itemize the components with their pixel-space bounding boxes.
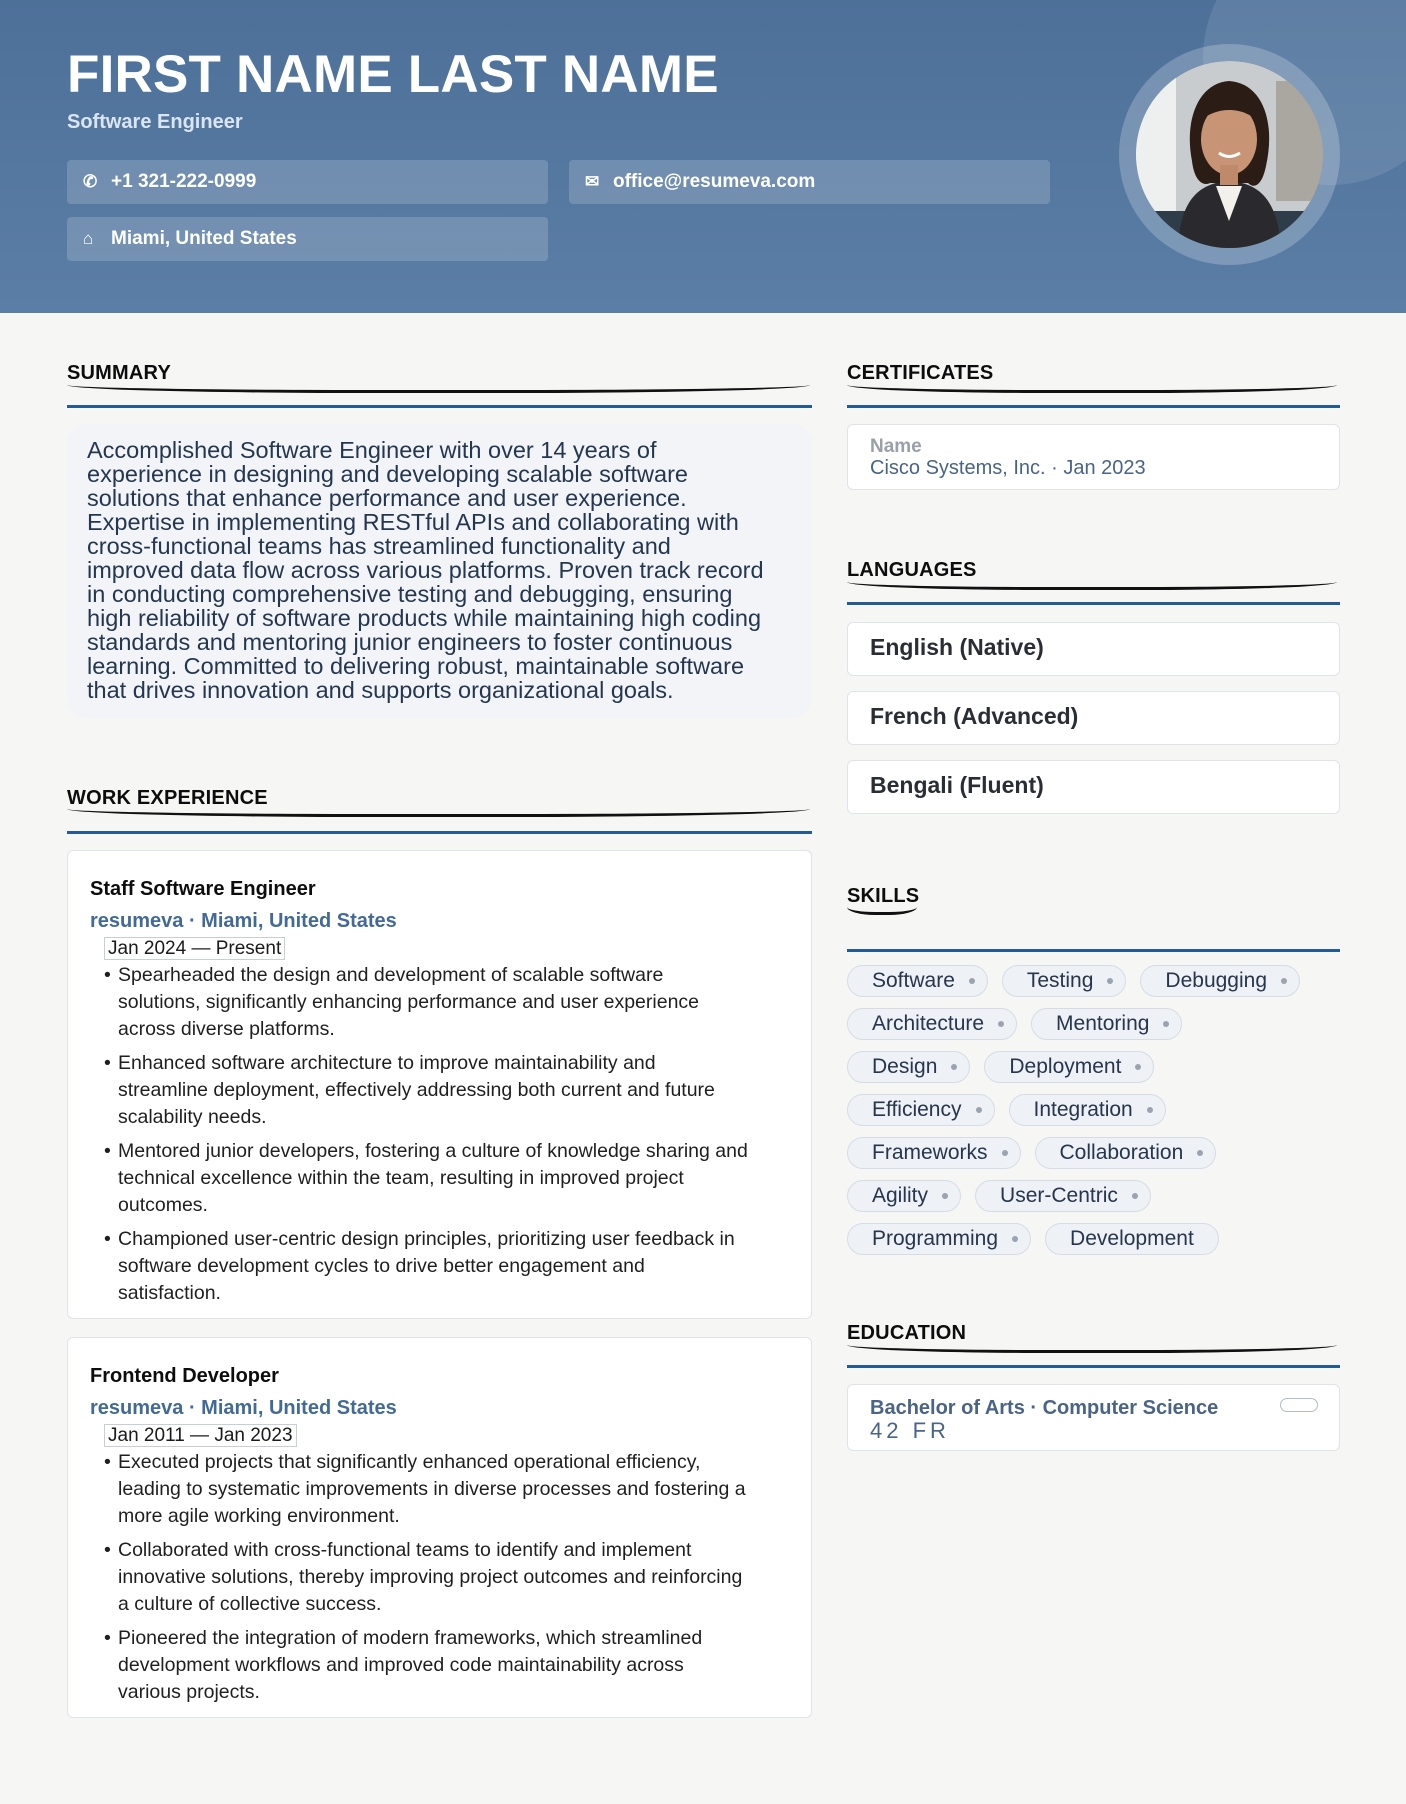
skill-tag: Development [1045,1223,1219,1255]
language-item [847,760,1340,814]
job-bullets [104,1449,804,1713]
contact-phone[interactable] [67,160,548,204]
certificates-heading: CERTIFICATES [847,362,994,384]
section-divider [847,949,1340,952]
section-divider [847,405,1340,408]
language-label: Bengali (Fluent) [870,772,1044,798]
phone-icon: ✆ [83,172,98,191]
avatar [1136,61,1323,248]
skills-heading: SKILLS [847,885,920,907]
heading-underline [847,385,1337,393]
skill-tag: Software [847,965,988,997]
summary-heading: SUMMARY [67,362,171,384]
skill-tag: Debugging [1140,965,1300,997]
job-company: resumeva · Miami, United States [90,910,397,932]
job-role: Staff Software Engineer [90,878,316,900]
languages-heading: LANGUAGES [847,559,977,581]
skill-tag: Collaboration [1035,1137,1217,1169]
skill-tag: Integration [1009,1094,1166,1126]
heading-underline [67,385,810,393]
skill-tag: Frameworks [847,1137,1021,1169]
list-item: • Spearheaded the design and development of scalable software solutions, significantly enhancing performance and user experience across diverse platforms. [104,962,804,1043]
avatar-portrait [1136,61,1323,248]
contact-email[interactable] [569,160,1050,204]
certificate-card [847,424,1340,490]
skill-tag: Agility [847,1180,961,1212]
job-dates: Jan 2011 — Jan 2023 [104,1424,297,1447]
work-experience-heading: WORK EXPERIENCE [67,787,268,809]
section-divider [847,1365,1340,1368]
heading-underline [847,1345,1337,1353]
skills-list [847,965,1347,1266]
experience-item [67,1337,812,1718]
job-dates: Jan 2024 — Present [104,937,285,960]
skill-tag: Programming [847,1223,1031,1255]
location-text: Miami, United States [111,228,297,249]
contact-location [67,217,548,261]
language-label: English (Native) [870,634,1044,660]
job-bullets [104,962,804,1314]
email-text: office@resumeva.com [613,171,816,192]
candidate-title: Software Engineer [67,111,243,133]
section-divider [67,831,812,834]
skill-tag: User-Centric [975,1180,1151,1212]
section-divider [847,602,1340,605]
summary-text: Accomplished Software Engineer with over 14 years of experience in designing and developing scalable software solutions that enhance performance and user experience. Expertise in implementing RESTful APIs and collaborating with cross-functional teams has streamlined functionality and improved data flow across various platforms. Proven track record in conducting comprehensive testing and debugging, ensuring high reliability of software products while maintaining high coding standards and mentoring junior engineers to foster continuous learning. Committed to delivering robust, maintainable software that drives innovation and supports organizational goals. [87,437,764,703]
heading-underline [847,907,917,915]
skill-tag: Architecture [847,1008,1017,1040]
education-degree: Bachelor of Arts · Computer Science [870,1397,1219,1419]
list-item: • Executed projects that significantly enhanced operational efficiency, leading to systematic improvements in diverse processes and fostering a more agile working environment. [104,1449,804,1530]
section-divider [67,405,812,408]
experience-item [67,850,812,1319]
candidate-name: FIRST NAME LAST NAME [67,45,719,104]
phone-text: +1 321-222-0999 [111,171,257,192]
certificate-label: Name [870,436,922,457]
education-code: 42 FR [870,1418,950,1443]
home-icon: ⌂ [83,229,94,248]
list-item: • Enhanced software architecture to improve maintainability and streamline deployment, effectively addressing both current and future scalability needs. [104,1050,804,1131]
summary-box [67,424,812,718]
education-card [847,1384,1340,1451]
job-role: Frontend Developer [90,1365,279,1387]
mail-icon: ✉ [585,172,600,191]
skill-tag: Testing [1002,965,1127,997]
list-item: • Mentored junior developers, fostering a culture of knowledge sharing and technical excellence within the team, resulting in improved project outcomes. [104,1138,804,1219]
language-label: French (Advanced) [870,703,1079,729]
list-item: • Championed user-centric design principles, prioritizing user feedback in software development cycles to drive better engagement and satisfaction. [104,1226,804,1307]
list-item: • Collaborated with cross-functional teams to identify and implement innovative solutions, thereby improving project outcomes and reinforcing a culture of collective success. [104,1537,804,1618]
education-heading: EDUCATION [847,1322,967,1344]
certificate-issuer: Cisco Systems, Inc. · Jan 2023 [870,457,1146,479]
job-company: resumeva · Miami, United States [90,1397,397,1419]
skill-tag: Efficiency [847,1094,995,1126]
list-item: • Pioneered the integration of modern frameworks, which streamlined development workflows and improved code maintainability across various projects. [104,1625,804,1706]
language-item [847,622,1340,676]
skill-tag: Design [847,1051,970,1083]
education-badge [1280,1398,1318,1412]
skill-tag: Mentoring [1031,1008,1182,1040]
language-item [847,691,1340,745]
heading-underline [847,582,1337,590]
skill-tag: Deployment [984,1051,1154,1083]
heading-underline [67,809,810,817]
